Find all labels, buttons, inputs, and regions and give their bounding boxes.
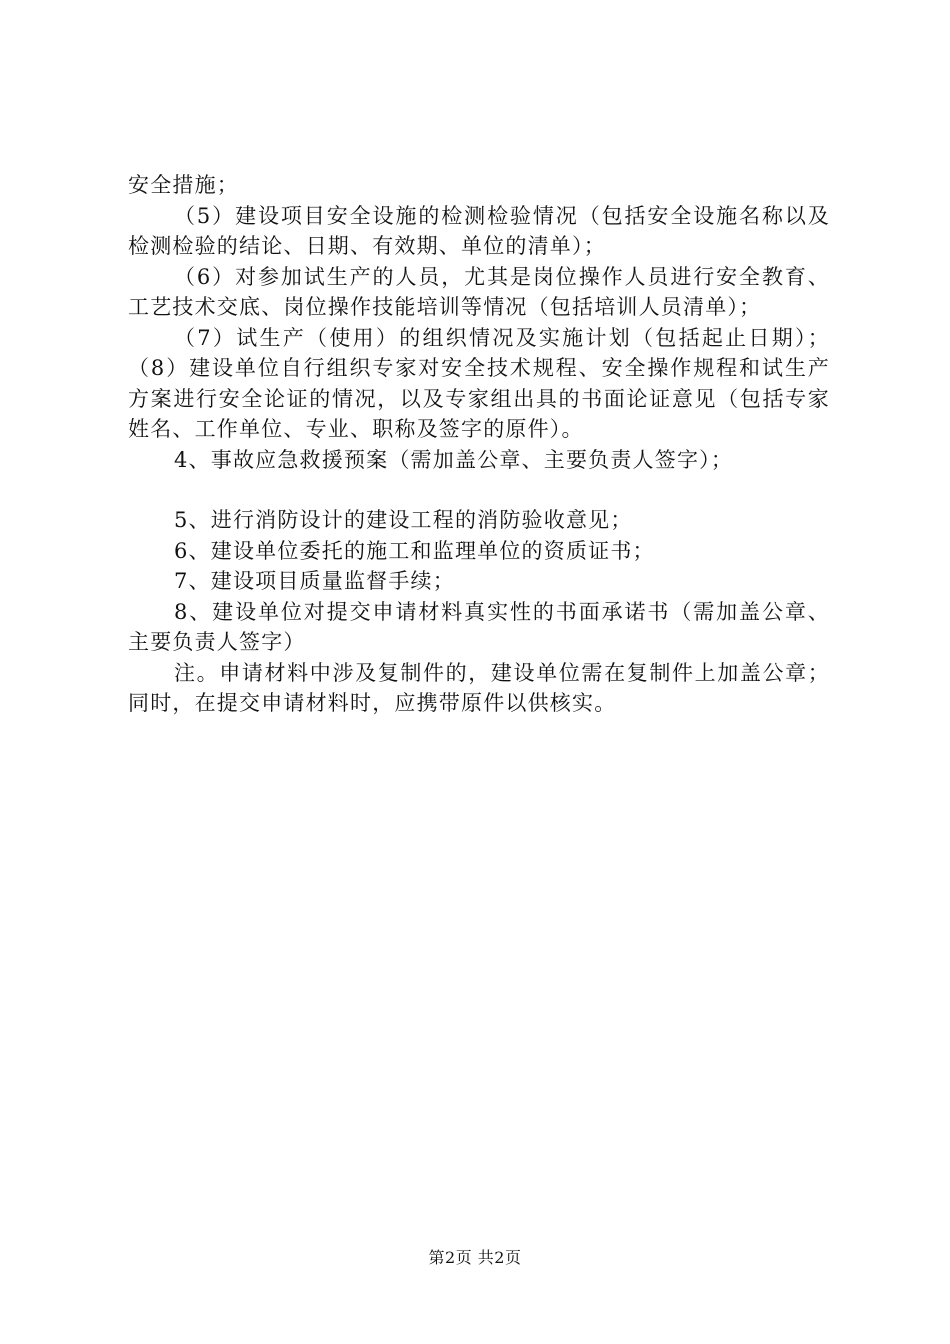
paragraph-item-4-emergency-plan: 4、事故应急救援预案（需加盖公章、主要负责人签字）； — [174, 447, 734, 472]
paragraph-item-7-quality-supervision: 7、建设项目质量监督手续； — [174, 569, 455, 593]
paragraph-item-6-certificates: 6、建设单位委托的施工和监理单位的资质证书； — [174, 538, 655, 563]
paragraph-item-5-fire-acceptance: 5、进行消防设计的建设工程的消防验收意见； — [174, 508, 633, 532]
paragraph-item-7-8-plan: （7）试生产（使用）的组织情况及实施计划（包括起止日期）；（8）建设单位自行组织专家对安全技术规程、安全操作规程和试生产方案进行安全论证的情况，以及专家组出具的书面论证意见（包括专家姓名、工作单位、专业、职称及签字的原件）。 — [128, 325, 830, 441]
paragraph-item-6-training: （6）对参加试生产的人员，尤其是岗位操作人员进行安全教育、工艺技术交底、岗位操作技能培训等情况（包括培训人员清单）； — [128, 264, 830, 319]
paragraph-item-8-commitment: 8、建设单位对提交申请材料真实性的书面承诺书（需加盖公章、主要负责人签字） — [128, 599, 830, 654]
document-body — [128, 170, 830, 719]
paragraph-item-5-inspection: （5）建设项目安全设施的检测检验情况（包括安全设施名称以及检测检验的结论、日期、有效期、单位的清单）； — [128, 203, 830, 258]
page-footer: 第2页 共2页 — [428, 1248, 522, 1267]
paragraph-note: 注。申请材料中涉及复制件的，建设单位需在复制件上加盖公章；同时，在提交申请材料时，应携带原件以供核实。 — [128, 660, 830, 715]
paragraph-safety-measures: 安全措施； — [128, 173, 239, 197]
